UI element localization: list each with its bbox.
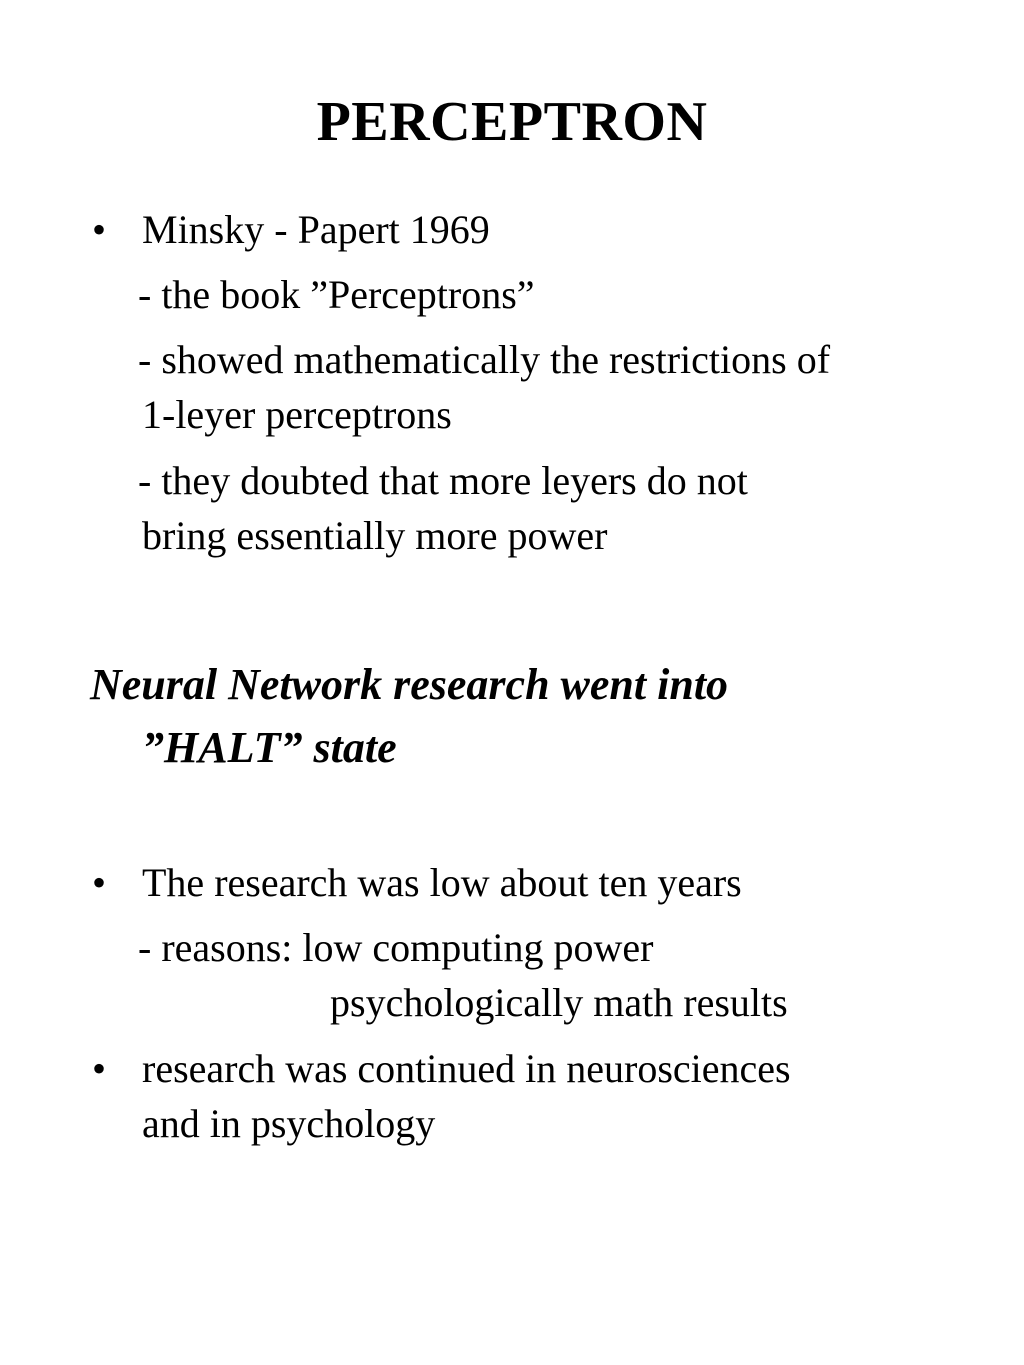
- bullet-marker: •: [92, 207, 107, 252]
- bullet-marker: •: [92, 1046, 107, 1091]
- sub-item-doubted-line2: bring essentially more power: [142, 513, 608, 558]
- sub-item-doubted-line1: - they doubted that more leyers do not: [138, 458, 748, 503]
- emphasis-halt-line1: Neural Network research went into: [90, 660, 729, 709]
- bullet-research-low: The research was low about ten years: [142, 860, 742, 905]
- slide-title: PERCEPTRON: [316, 91, 708, 153]
- bullet-research-continued-line2: and in psychology: [142, 1101, 436, 1146]
- sub-item-restrictions-line2: 1-leyer perceptrons: [142, 392, 452, 437]
- bullet-research-continued-line1: research was continued in neurosciences: [142, 1046, 791, 1091]
- emphasis-halt-line2: ”HALT” state: [142, 723, 397, 772]
- sub-item-book: - the book ”Perceptrons”: [138, 272, 535, 317]
- bullet-marker: •: [92, 860, 107, 905]
- sub-item-restrictions-line1: - showed mathematically the restrictions of: [138, 337, 831, 382]
- sub-item-reasons-line2: psychologically math results: [330, 980, 788, 1025]
- sub-item-reasons-line1: - reasons: low computing power: [138, 925, 654, 970]
- bullet-minsky-papert: Minsky - Papert 1969: [142, 207, 490, 252]
